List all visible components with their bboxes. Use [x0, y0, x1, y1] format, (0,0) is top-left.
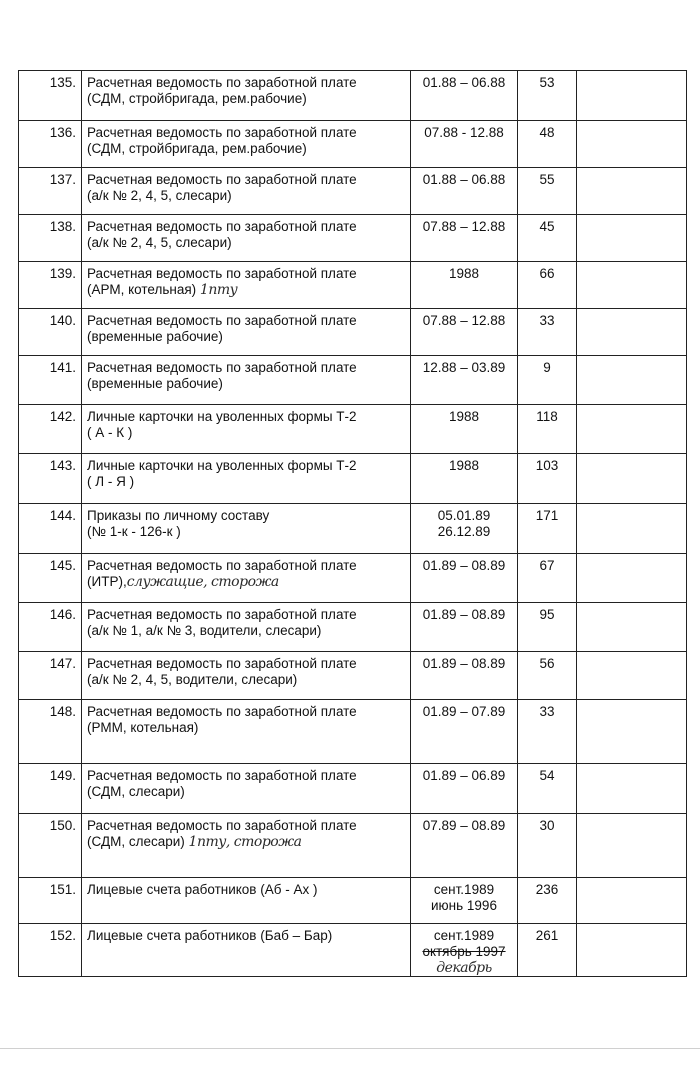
record-dates: сент.1989 октябрь 1997 декабрь	[411, 924, 518, 977]
record-title: Личные карточки на уволенных формы Т-2 ( А - К )	[82, 405, 411, 454]
table-row	[19, 121, 687, 168]
scan-edge-line	[0, 1048, 700, 1049]
record-count: 55	[518, 168, 577, 215]
record-dates: 01.88 – 06.88	[411, 71, 518, 121]
record-title: Расчетная ведомость по заработной плате (временные рабочие)	[82, 356, 411, 405]
record-dates: 1988	[411, 262, 518, 309]
record-count: 67	[518, 554, 577, 603]
handwritten-note: 1пту	[199, 282, 238, 298]
table-row	[19, 504, 687, 554]
record-note	[577, 814, 687, 878]
record-dates: 01.89 – 07.89	[411, 700, 518, 764]
row-number: 147.	[19, 652, 82, 700]
record-count: 33	[518, 700, 577, 764]
table-row	[19, 554, 687, 603]
archive-inventory-table	[18, 70, 687, 977]
record-count: 95	[518, 603, 577, 652]
handwritten-note: служащие, сторожа	[126, 574, 279, 590]
record-count: 54	[518, 764, 577, 814]
record-note	[577, 168, 687, 215]
record-count: 103	[518, 454, 577, 504]
record-dates: 01.89 – 08.89	[411, 652, 518, 700]
table-row	[19, 309, 687, 356]
row-number: 139.	[19, 262, 82, 309]
record-title: Расчетная ведомость по заработной плате (временные рабочие)	[82, 309, 411, 356]
record-count: 30	[518, 814, 577, 878]
row-number: 136.	[19, 121, 82, 168]
record-dates: 01.89 – 08.89	[411, 603, 518, 652]
record-note	[577, 700, 687, 764]
record-title: Расчетная ведомость по заработной плате (АРМ, котельная) 1пту	[82, 262, 411, 309]
row-number: 151.	[19, 878, 82, 924]
record-title: Личные карточки на уволенных формы Т-2 ( Л - Я )	[82, 454, 411, 504]
record-title: Расчетная ведомость по заработной плате (а/к № 2, 4, 5, слесари)	[82, 215, 411, 262]
table-row	[19, 700, 687, 764]
table-row	[19, 814, 687, 878]
record-dates: 07.88 – 12.88	[411, 215, 518, 262]
record-count: 9	[518, 356, 577, 405]
struck-date: октябрь 1997	[422, 944, 506, 959]
record-note	[577, 71, 687, 121]
record-note	[577, 356, 687, 405]
table-row	[19, 168, 687, 215]
record-title: Расчетная ведомость по заработной плате (а/к № 2, 4, 5, слесари)	[82, 168, 411, 215]
table-row	[19, 454, 687, 504]
record-note	[577, 504, 687, 554]
record-count: 56	[518, 652, 577, 700]
record-note	[577, 554, 687, 603]
record-title: Расчетная ведомость по заработной плате (СДМ, стройбригада, рем.рабочие)	[82, 71, 411, 121]
table-row	[19, 652, 687, 700]
record-title: Расчетная ведомость по заработной плате (а/к № 2, 4, 5, водители, слесари)	[82, 652, 411, 700]
record-count: 261	[518, 924, 577, 977]
table-row	[19, 924, 687, 977]
record-dates: 07.88 – 12.88	[411, 309, 518, 356]
table-row	[19, 603, 687, 652]
row-number: 143.	[19, 454, 82, 504]
handwritten-note: 1пту, сторожа	[188, 834, 302, 850]
record-note	[577, 121, 687, 168]
record-title: Расчетная ведомость по заработной плате (СДМ, слесари)	[82, 764, 411, 814]
row-number: 137.	[19, 168, 82, 215]
table-row	[19, 262, 687, 309]
table-row	[19, 764, 687, 814]
record-title: Приказы по личному составу (№ 1-к - 126-к )	[82, 504, 411, 554]
table-row	[19, 215, 687, 262]
row-number: 150.	[19, 814, 82, 878]
record-note	[577, 764, 687, 814]
record-note	[577, 309, 687, 356]
record-title: Расчетная ведомость по заработной плате (ИТР),служащие, сторожа	[82, 554, 411, 603]
record-dates: 05.01.89 26.12.89	[411, 504, 518, 554]
row-number: 144.	[19, 504, 82, 554]
record-note	[577, 454, 687, 504]
record-count: 171	[518, 504, 577, 554]
record-note	[577, 878, 687, 924]
record-title: Расчетная ведомость по заработной плате (СДМ, стройбригада, рем.рабочие)	[82, 121, 411, 168]
record-dates: 12.88 – 03.89	[411, 356, 518, 405]
table-row	[19, 356, 687, 405]
table-row	[19, 71, 687, 121]
record-title: Расчетная ведомость по заработной плате (а/к № 1, а/к № 3, водители, слесари)	[82, 603, 411, 652]
record-dates: 07.88 - 12.88	[411, 121, 518, 168]
row-number: 146.	[19, 603, 82, 652]
record-title: Расчетная ведомость по заработной плате (СДМ, слесари) 1пту, сторожа	[82, 814, 411, 878]
row-number: 135.	[19, 71, 82, 121]
record-count: 45	[518, 215, 577, 262]
record-note	[577, 215, 687, 262]
record-dates: 07.89 – 08.89	[411, 814, 518, 878]
record-count: 236	[518, 878, 577, 924]
record-note	[577, 924, 687, 977]
row-number: 152.	[19, 924, 82, 977]
record-dates: сент.1989 июнь 1996	[411, 878, 518, 924]
record-dates: 01.88 – 06.88	[411, 168, 518, 215]
record-note	[577, 405, 687, 454]
handwritten-correction: декабрь	[436, 960, 492, 976]
record-title: Лицевые счета работников (Аб - Ах )	[82, 878, 411, 924]
row-number: 148.	[19, 700, 82, 764]
record-count: 118	[518, 405, 577, 454]
record-title: Лицевые счета работников (Баб – Бар)	[82, 924, 411, 977]
record-dates: 1988	[411, 454, 518, 504]
record-count: 53	[518, 71, 577, 121]
record-count: 48	[518, 121, 577, 168]
row-number: 149.	[19, 764, 82, 814]
row-number: 140.	[19, 309, 82, 356]
row-number: 141.	[19, 356, 82, 405]
record-dates: 1988	[411, 405, 518, 454]
record-note	[577, 603, 687, 652]
row-number: 142.	[19, 405, 82, 454]
row-number: 138.	[19, 215, 82, 262]
record-note	[577, 652, 687, 700]
record-title: Расчетная ведомость по заработной плате (РММ, котельная)	[82, 700, 411, 764]
record-note	[577, 262, 687, 309]
record-count: 33	[518, 309, 577, 356]
record-count: 66	[518, 262, 577, 309]
table-row	[19, 405, 687, 454]
record-dates: 01.89 – 08.89	[411, 554, 518, 603]
table-row	[19, 878, 687, 924]
record-dates: 01.89 – 06.89	[411, 764, 518, 814]
row-number: 145.	[19, 554, 82, 603]
